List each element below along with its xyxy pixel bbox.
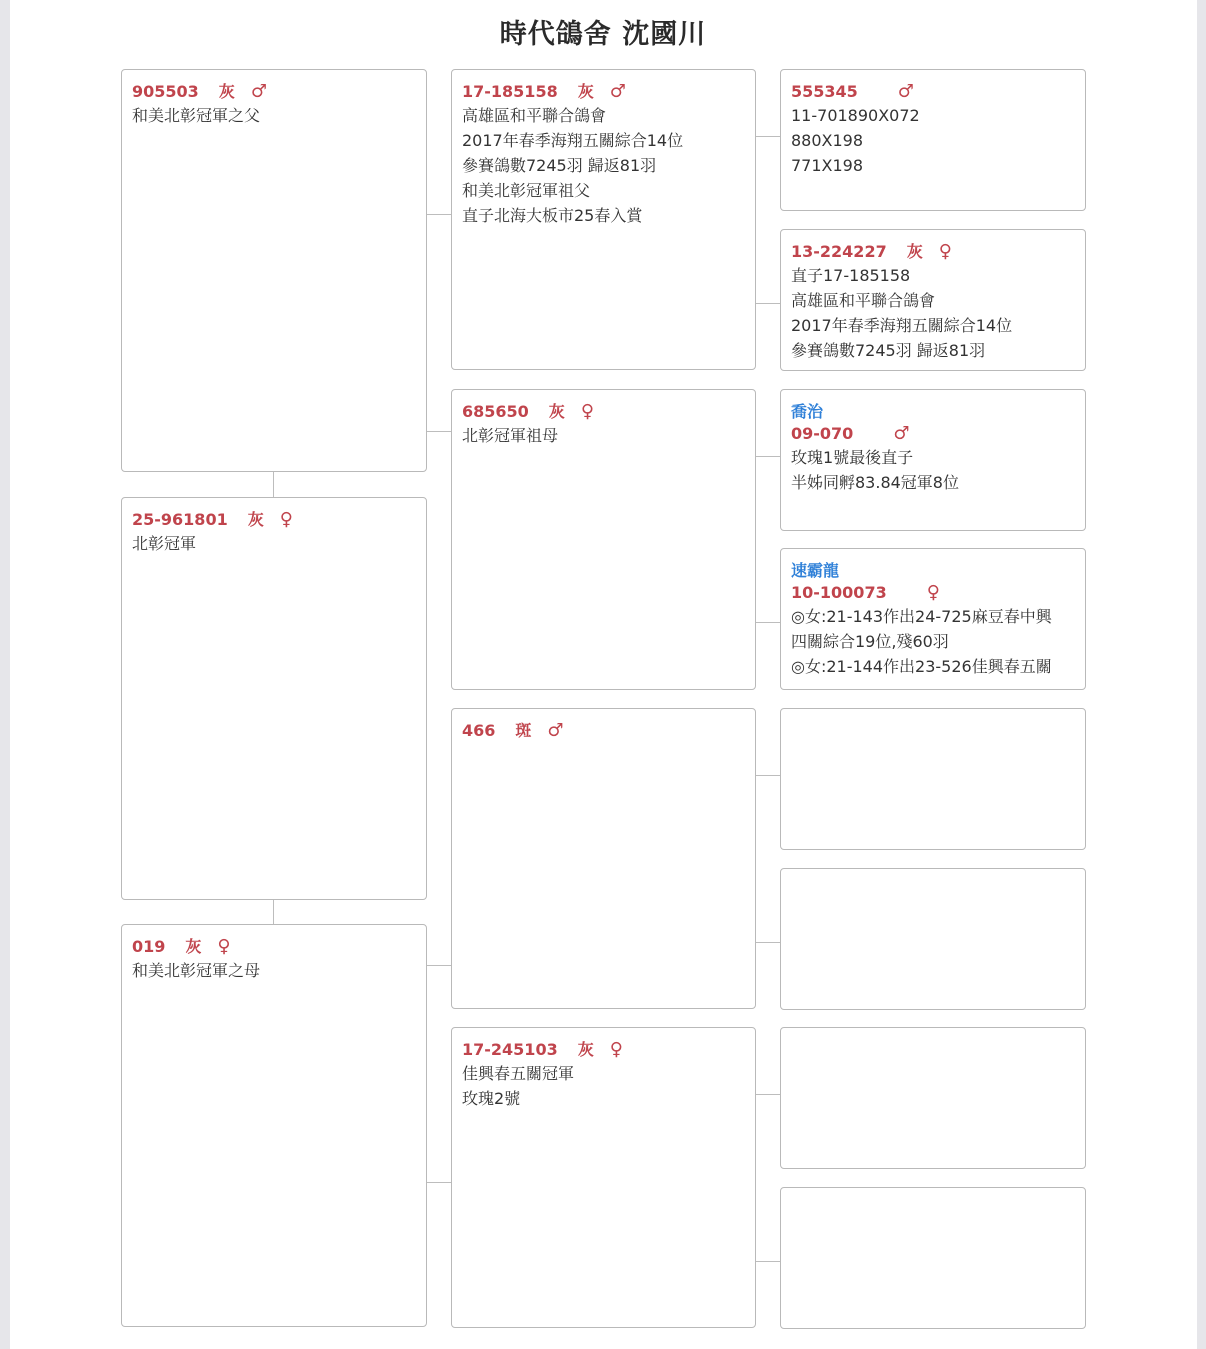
- grandparent-card-4: [451, 1027, 756, 1328]
- grandparent-header: [462, 81, 745, 103]
- feather-color: 灰: [185, 937, 202, 956]
- great-grandparent-card-7: [780, 1027, 1086, 1169]
- connector-line: [427, 965, 451, 966]
- ring-number: 019: [132, 937, 166, 956]
- note-line: 11-701890X072: [791, 106, 920, 125]
- connector-line: [756, 942, 780, 943]
- great-grandparent-card-6: [780, 868, 1086, 1010]
- note-line: 2017年春季海翔五關綜合14位: [791, 316, 1013, 335]
- great-grandparent-header: [791, 423, 1075, 445]
- note-line: 北彰冠軍: [132, 534, 197, 553]
- connector-line: [273, 472, 274, 497]
- note-line: ◎女:21-143作出24-725麻豆春中興: [791, 607, 1052, 626]
- connector-line: [756, 775, 780, 776]
- note-line: 高雄區和平聯合鴿會: [791, 291, 936, 310]
- note-line: 直子北海大板市25春入賞: [462, 206, 643, 225]
- male-icon: ♂: [609, 81, 626, 102]
- female-icon: ♀: [938, 241, 952, 262]
- male-icon: ♂: [897, 81, 914, 102]
- note-line: 和美北彰冠軍之父: [132, 106, 261, 125]
- note-line: ◎女:21-144作出23-526佳興春五關: [791, 657, 1052, 676]
- female-icon: ♀: [609, 1039, 623, 1060]
- sire-card: [121, 69, 427, 472]
- note-line: 北彰冠軍祖母: [462, 426, 559, 445]
- grandparent-card-3: [451, 708, 756, 1009]
- ring-number: 25-961801: [132, 510, 228, 529]
- connector-line: [427, 214, 451, 215]
- connector-line: [427, 1182, 451, 1183]
- note-line: 半姊同孵83.84冠軍8位: [791, 473, 959, 492]
- female-icon: ♀: [580, 401, 594, 422]
- great-grandparent-card-4: [780, 548, 1086, 690]
- connector-line: [756, 303, 780, 304]
- dam-header: [132, 936, 416, 958]
- note-line: 參賽鴿數7245羽 歸返81羽: [462, 156, 657, 175]
- great-grandparent-card-3: [780, 389, 1086, 531]
- female-icon: ♀: [279, 509, 293, 530]
- feather-color: 斑: [515, 721, 532, 740]
- note-line: 玫瑰2號: [462, 1089, 521, 1108]
- note-line: 參賽鴿數7245羽 歸返81羽: [791, 341, 986, 360]
- grandparent-header: [462, 720, 745, 742]
- female-icon: ♀: [926, 582, 940, 603]
- note-line: 高雄區和平聯合鴿會: [462, 106, 607, 125]
- feather-color: 灰: [548, 402, 565, 421]
- ring-number: 09-070: [791, 424, 854, 443]
- male-icon: ♂: [893, 423, 910, 444]
- male-icon: ♂: [547, 720, 564, 741]
- connector-line: [756, 1261, 780, 1262]
- note-line: 880X198: [791, 131, 864, 150]
- grandparent-card-1: [451, 69, 756, 370]
- ring-number: 13-224227: [791, 242, 887, 261]
- great-grandparent-card-5: [780, 708, 1086, 850]
- subject-card: [121, 497, 427, 900]
- grandparent-header: [462, 401, 745, 423]
- note-line: 四關綜合19位,殘60羽: [791, 632, 949, 651]
- note-line: 2017年春季海翔五關綜合14位: [462, 131, 684, 150]
- great-grandparent-card-1: [780, 69, 1086, 211]
- connector-line: [756, 136, 780, 137]
- great-grandparent-header: [791, 81, 1075, 103]
- grandparent-header: [462, 1039, 745, 1061]
- subject-header: [132, 509, 416, 531]
- note-line: 和美北彰冠軍祖父: [462, 181, 591, 200]
- sire-header: [132, 81, 416, 103]
- ring-number: 17-245103: [462, 1040, 558, 1059]
- feather-color: 灰: [577, 82, 594, 101]
- great-grandparent-header: [791, 241, 1075, 263]
- feather-color: 灰: [577, 1040, 594, 1059]
- page-title: 時代鴿舍 沈國川: [499, 19, 707, 50]
- connector-line: [756, 456, 780, 457]
- note-line: 佳興春五關冠軍: [462, 1064, 575, 1083]
- note-line: 直子17-185158: [791, 266, 911, 285]
- feather-color: 灰: [247, 510, 264, 529]
- connector-line: [427, 431, 451, 432]
- pigeon-name: 速霸龍: [791, 561, 840, 580]
- connector-line: [756, 622, 780, 623]
- great-grandparent-header: [791, 582, 1075, 604]
- connector-line: [756, 1094, 780, 1095]
- note-line: 玫瑰1號最後直子: [791, 448, 914, 467]
- great-grandparent-card-2: [780, 229, 1086, 371]
- connector-line: [273, 900, 274, 924]
- ring-number: 17-185158: [462, 82, 558, 101]
- feather-color: 灰: [218, 82, 235, 101]
- grandparent-card-2: [451, 389, 756, 690]
- ring-number: 555345: [791, 82, 858, 101]
- ring-number: 905503: [132, 82, 199, 101]
- ring-number: 685650: [462, 402, 529, 421]
- female-icon: ♀: [217, 936, 231, 957]
- ring-number: 466: [462, 721, 496, 740]
- ring-number: 10-100073: [791, 583, 887, 602]
- note-line: 和美北彰冠軍之母: [132, 961, 261, 980]
- pigeon-name: 喬治: [791, 402, 824, 421]
- dam-card: [121, 924, 427, 1327]
- note-line: 771X198: [791, 156, 864, 175]
- male-icon: ♂: [250, 81, 267, 102]
- great-grandparent-card-8: [780, 1187, 1086, 1329]
- feather-color: 灰: [906, 242, 923, 261]
